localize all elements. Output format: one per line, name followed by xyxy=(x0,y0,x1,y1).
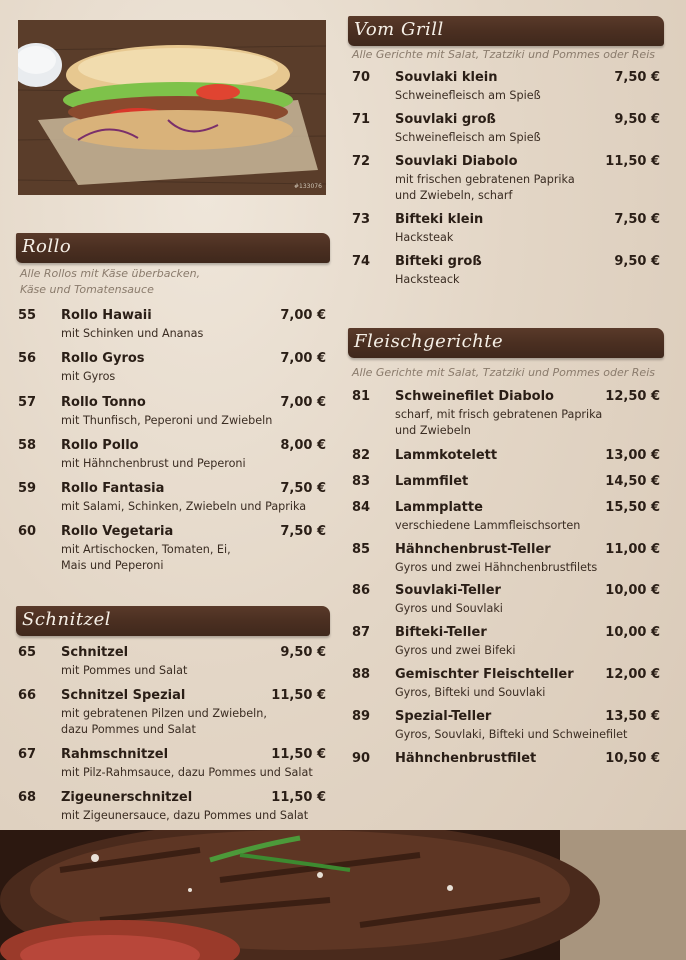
menu-item xyxy=(352,389,660,439)
menu-item xyxy=(18,688,326,738)
menu-item xyxy=(352,625,660,659)
item-price: 12,50 € xyxy=(605,389,660,404)
item-price: 13,50 € xyxy=(605,709,660,724)
item-description xyxy=(395,88,541,104)
menu-item xyxy=(18,438,326,472)
item-name: Schnitzel xyxy=(61,645,129,660)
menu-item xyxy=(352,254,660,288)
item-name: Rahmschnitzel xyxy=(61,747,169,762)
item-name: Bifteki-Teller xyxy=(395,625,487,640)
item-description xyxy=(395,272,459,288)
item-price: 9,50 € xyxy=(614,112,660,127)
item-price: 10,00 € xyxy=(605,583,660,598)
item-price: 9,50 € xyxy=(614,254,660,269)
menu-item xyxy=(18,747,326,781)
description-line: mit Zigeunersauce, dazu Pommes und Salat xyxy=(61,809,309,822)
section-note-fleisch: Alle Gerichte mit Salat, Tzatziki und Pommes oder Reis xyxy=(352,366,655,379)
menu-item xyxy=(352,542,660,576)
description-line: verschiedene Lammfleischsorten xyxy=(395,519,581,532)
item-price: 7,00 € xyxy=(280,351,326,366)
item-name: Souvlaki groß xyxy=(395,112,496,127)
item-number: 88 xyxy=(352,667,371,682)
description-line: und Zwiebeln, scharf xyxy=(395,189,513,202)
item-description xyxy=(395,685,545,701)
menu-item xyxy=(352,583,660,617)
item-price: 7,00 € xyxy=(280,395,326,410)
menu-item xyxy=(18,395,326,429)
item-number: 87 xyxy=(352,625,371,640)
item-number: 82 xyxy=(352,448,371,463)
item-price: 7,50 € xyxy=(280,481,326,496)
item-number: 71 xyxy=(352,112,371,127)
description-line: dazu Pommes und Salat xyxy=(61,723,196,736)
item-number: 65 xyxy=(18,645,37,660)
section-title-rollo: Rollo xyxy=(22,236,72,257)
photo-watermark: #133076 xyxy=(294,183,322,190)
description-line: scharf, mit frisch gebratenen Paprika xyxy=(395,408,603,421)
item-number: 56 xyxy=(18,351,37,366)
item-price: 10,00 € xyxy=(605,625,660,640)
item-name: Rollo Vegetaria xyxy=(61,524,174,539)
item-price: 8,00 € xyxy=(280,438,326,453)
description-line: mit Artischocken, Tomaten, Ei, xyxy=(61,543,231,556)
item-description xyxy=(61,499,306,515)
description-line: und Zwiebeln xyxy=(395,424,471,437)
menu-item xyxy=(352,500,660,534)
item-description xyxy=(61,808,308,824)
item-number: 57 xyxy=(18,395,37,410)
item-number: 90 xyxy=(352,751,371,766)
item-name: Schnitzel Spezial xyxy=(61,688,186,703)
item-description xyxy=(61,706,267,738)
item-number: 81 xyxy=(352,389,371,404)
section-banner-schnitzel xyxy=(16,606,330,636)
item-description xyxy=(61,326,203,342)
item-description xyxy=(61,413,272,429)
menu-item xyxy=(352,70,660,104)
item-name: Rollo Hawaii xyxy=(61,308,152,323)
description-line: Gyros, Bifteki und Souvlaki xyxy=(395,686,546,699)
menu-item xyxy=(352,751,660,769)
item-number: 55 xyxy=(18,308,37,323)
item-name: Rollo Fantasia xyxy=(61,481,165,496)
description-line: Gyros und zwei Hähnchenbrustfilets xyxy=(395,561,598,574)
item-description xyxy=(61,369,115,385)
item-name: Bifteki klein xyxy=(395,212,484,227)
item-name: Souvlaki-Teller xyxy=(395,583,501,598)
item-price: 10,50 € xyxy=(605,751,660,766)
item-number: 68 xyxy=(18,790,37,805)
item-name: Spezial-Teller xyxy=(395,709,492,724)
menu-item xyxy=(18,351,326,385)
menu-item xyxy=(352,154,660,204)
item-name: Rollo Gyros xyxy=(61,351,145,366)
description-line: mit Pilz-Rahmsauce, dazu Pommes und Salat xyxy=(61,766,313,779)
item-name: Schweinefilet Diabolo xyxy=(395,389,554,404)
item-description xyxy=(395,130,541,146)
description-line: mit Hähnchenbrust und Peperoni xyxy=(61,457,246,470)
description-line: mit Gyros xyxy=(61,370,116,383)
item-description xyxy=(395,643,515,659)
menu-item xyxy=(352,112,660,146)
item-description xyxy=(395,407,602,439)
item-price: 11,50 € xyxy=(271,747,326,762)
section-banner-rollo xyxy=(16,233,330,263)
item-price: 9,50 € xyxy=(280,645,326,660)
menu-item xyxy=(352,212,660,246)
item-number: 74 xyxy=(352,254,371,269)
section-banner-grill xyxy=(348,16,664,46)
item-number: 59 xyxy=(18,481,37,496)
description-line: mit Pommes und Salat xyxy=(61,664,188,677)
item-description xyxy=(395,230,453,246)
item-name: Gemischter Fleischteller xyxy=(395,667,574,682)
item-name: Lammplatte xyxy=(395,500,483,515)
description-line: mit Salami, Schinken, Zwiebeln und Paprika xyxy=(61,500,307,513)
item-name: Lammkotelett xyxy=(395,448,498,463)
item-name: Hähnchenbrust-Teller xyxy=(395,542,551,557)
item-price: 11,50 € xyxy=(271,688,326,703)
note-line: Alle Rollos mit Käse überbacken, xyxy=(20,267,201,280)
item-description xyxy=(61,456,246,472)
item-price: 7,00 € xyxy=(280,308,326,323)
item-number: 83 xyxy=(352,474,371,489)
item-description xyxy=(395,518,580,534)
description-line: Schweinefleisch am Spieß xyxy=(395,89,541,102)
item-price: 14,50 € xyxy=(605,474,660,489)
item-number: 85 xyxy=(352,542,371,557)
item-name: Souvlaki klein xyxy=(395,70,498,85)
item-name: Bifteki groß xyxy=(395,254,482,269)
item-description xyxy=(395,172,575,204)
description-line: mit Thunfisch, Peperoni und Zwiebeln xyxy=(61,414,273,427)
item-number: 72 xyxy=(352,154,371,169)
menu-item xyxy=(352,448,660,466)
item-description xyxy=(395,601,503,617)
description-line: Mais und Peperoni xyxy=(61,559,164,572)
section-note-rollo xyxy=(20,266,200,298)
item-price: 7,50 € xyxy=(614,212,660,227)
section-title-grill: Vom Grill xyxy=(354,19,444,40)
item-number: 86 xyxy=(352,583,371,598)
item-name: Zigeunerschnitzel xyxy=(61,790,193,805)
item-number: 67 xyxy=(18,747,37,762)
item-name: Hähnchenbrustfilet xyxy=(395,751,537,766)
description-line: mit gebratenen Pilzen und Zwiebeln, xyxy=(61,707,267,720)
item-number: 60 xyxy=(18,524,37,539)
item-description xyxy=(61,663,187,679)
section-banner-fleisch xyxy=(348,328,664,358)
menu-item xyxy=(18,790,326,824)
description-line: mit Schinken und Ananas xyxy=(61,327,204,340)
description-line: Gyros, Souvlaki, Bifteki und Schweinefilet xyxy=(395,728,628,741)
menu-item xyxy=(18,645,326,679)
item-description xyxy=(61,765,313,781)
item-number: 89 xyxy=(352,709,371,724)
menu-item xyxy=(352,709,660,743)
menu-item xyxy=(18,524,326,574)
item-description xyxy=(395,560,597,576)
item-name: Souvlaki Diabolo xyxy=(395,154,518,169)
item-price: 11,00 € xyxy=(605,542,660,557)
item-price: 13,00 € xyxy=(605,448,660,463)
description-line: Hacksteak xyxy=(395,231,454,244)
section-title-fleisch: Fleischgerichte xyxy=(354,331,504,352)
description-line: Gyros und Souvlaki xyxy=(395,602,503,615)
item-name: Rollo Pollo xyxy=(61,438,139,453)
note-line: Käse und Tomatensauce xyxy=(20,283,154,296)
item-number: 84 xyxy=(352,500,371,515)
item-name: Lammfilet xyxy=(395,474,469,489)
item-name: Rollo Tonno xyxy=(61,395,146,410)
section-title-schnitzel: Schnitzel xyxy=(22,609,111,630)
item-number: 58 xyxy=(18,438,37,453)
steak-photo xyxy=(0,830,686,960)
menu-item xyxy=(352,667,660,701)
menu-item xyxy=(18,308,326,342)
item-price: 7,50 € xyxy=(280,524,326,539)
item-price: 7,50 € xyxy=(614,70,660,85)
item-description xyxy=(395,727,627,743)
item-price: 12,00 € xyxy=(605,667,660,682)
section-note-grill: Alle Gerichte mit Salat, Tzatziki und Pommes oder Reis xyxy=(352,48,655,61)
description-line: Schweinefleisch am Spieß xyxy=(395,131,541,144)
item-number: 73 xyxy=(352,212,371,227)
item-description xyxy=(61,542,231,574)
item-number: 70 xyxy=(352,70,371,85)
item-number: 66 xyxy=(18,688,37,703)
item-price: 15,50 € xyxy=(605,500,660,515)
menu-item xyxy=(18,481,326,515)
menu-item xyxy=(352,474,660,492)
description-line: Gyros und zwei Bifeki xyxy=(395,644,516,657)
item-price: 11,50 € xyxy=(605,154,660,169)
item-price: 11,50 € xyxy=(271,790,326,805)
gyros-photo xyxy=(18,20,326,195)
description-line: Hacksteack xyxy=(395,273,460,286)
description-line: mit frischen gebratenen Paprika xyxy=(395,173,575,186)
